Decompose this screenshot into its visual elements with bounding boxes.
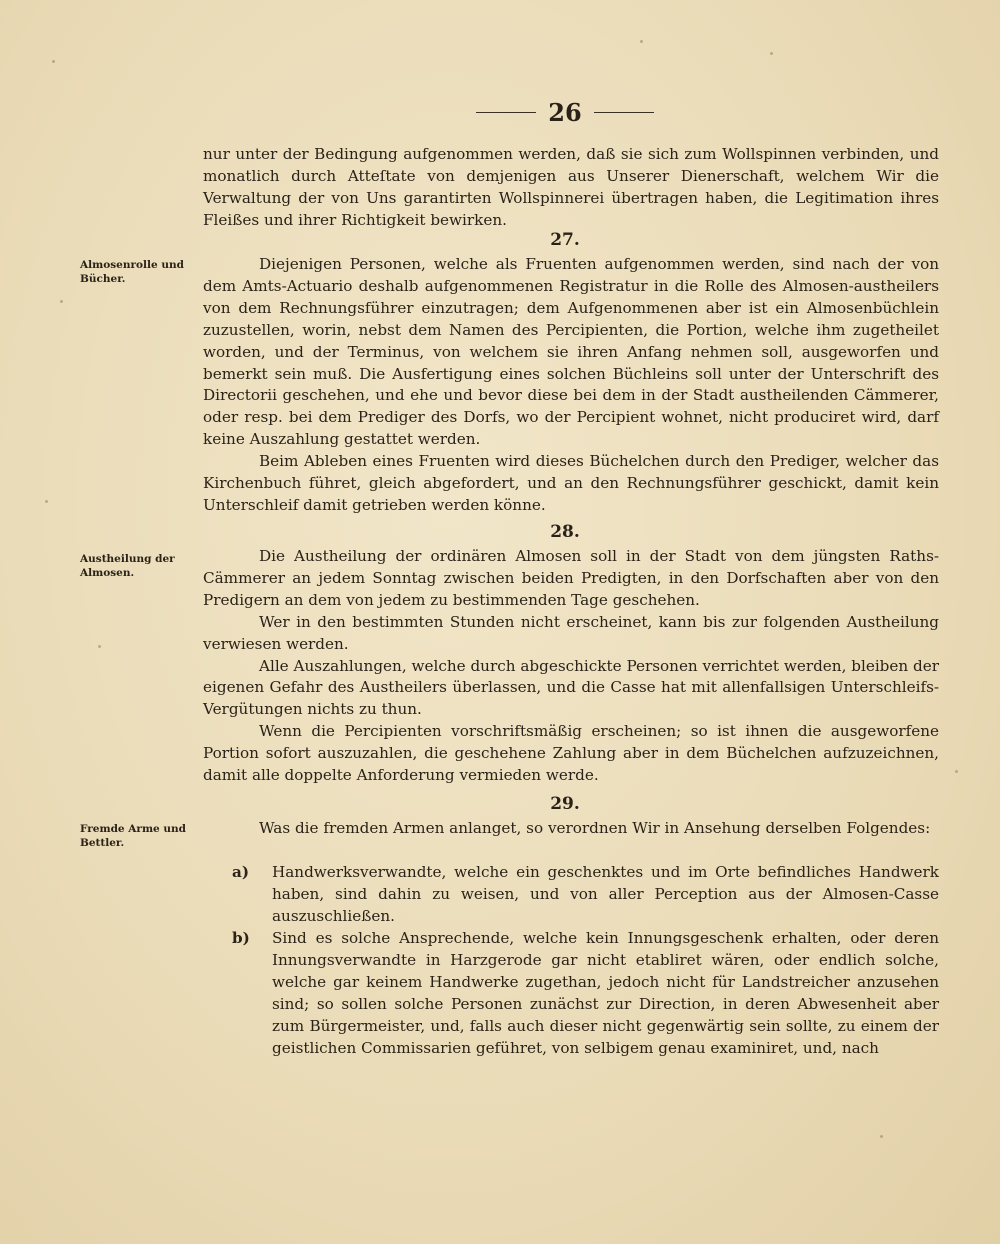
page-header — [440, 98, 690, 127]
intro-block — [203, 144, 939, 232]
paper-speck — [45, 500, 48, 503]
section-heading-27: 27. — [550, 230, 580, 250]
paper-speck — [640, 40, 643, 43]
paragraph-28b: Wer in den bestimmten Stunden nicht erscheinet, kann bis zur folgenden Austheilung verwiesen werden. — [203, 612, 939, 653]
margin-note-29: Fremde Arme und Bettler. — [80, 823, 187, 849]
paper-speck — [955, 770, 958, 773]
section-28-body — [203, 546, 939, 787]
paragraph-28d: Wenn die Percipienten vorschriftsmäßig erscheinen; so ist ihnen die ausgeworfene Portion sofort auszuzahlen, die geschehene Zahlung aber in dem Büchelchen aufzuzeichnen, damit alle doppelte Anforderung vermieden werde. — [203, 722, 939, 785]
paragraph-intro: nur unter der Bedingung aufgenommen werden, daß sie sich zum Wollspinnen verbinden, und monatlich durch Atteſtate von demjenigen aus Unserer Dienerschaft, welchem Wir die Verwaltung der von Uns garantirten Wollspinnerei übertragen haben, die Legitimation ihres Fleißes und ihrer Richtigkeit bewirken. — [203, 145, 939, 229]
list-item-label: b) — [232, 929, 250, 947]
list-item-label: a) — [232, 863, 250, 881]
paragraph-27a: Diejenigen Personen, welche als Fruenten aufgenommen werden, sind nach der von dem Amts-Actuario deshalb aufgenommenen Registratur in die Rolle des Almosen-austheilers von dem Rechnungsführer einzutragen; dem Aufgenommenen aber ist ein Almosenbüchlein zuzustellen, worin, nebst dem Namen des Percipienten, die Portion, welche ihm zugetheilet worden, und der Terminus, von welchem sie ihren Anfang nehmen soll, ausgeworfen und bemerkt sein muß. Die Ausfertigung eines solchen Büchleins soll unter der Unterschrift des Directorii geschehen, und ehe und bevor diese bei dem in der Stadt austheilenden Cämmerer, oder resp. bei dem Prediger des Dorfs, wo der Percipient wohnet, nicht produciret wird, darf keine Auszahlung gestattet werden. — [203, 255, 939, 449]
margin-note-28: Austheilung der Almosen. — [80, 553, 175, 579]
paragraph-28c: Alle Auszahlungen, welche durch abgeschickte Personen verrichtet werden, bleiben der eigenen Gefahr des Austheilers überlassen, und die Casse hat mit allenfallsigen Unterschleifs-Vergütungen nichts zu thun. — [203, 656, 939, 719]
paper-speck — [60, 300, 63, 303]
paper-speck — [880, 1135, 883, 1138]
section-heading-29: 29. — [550, 794, 580, 814]
header-rule-right — [594, 112, 654, 113]
paper-speck — [98, 645, 101, 648]
margin-note-27: Almosenrolle und Bücher. — [80, 259, 184, 285]
paper-speck — [52, 60, 55, 63]
list-item-text: Handwerksverwandte, welche ein geschenktes und im Orte befindliches Handwerk haben, sind dahin zu weisen, und von aller Perception aus der Almosen-Casse auszuschließen. — [272, 863, 939, 925]
paper-speck — [770, 52, 773, 55]
page-number: 26 — [548, 98, 582, 127]
list-item-a — [232, 862, 939, 928]
header-rule-left — [476, 112, 536, 113]
paragraph-27b: Beim Ableben eines Fruenten wird dieses Büchelchen durch den Prediger, welcher das Kirchenbuch führet, gleich abgefordert, und an den Rechnungsführer geschickt, damit kein Unterschleif damit getrieben werden könne. — [203, 452, 939, 514]
section-27-body — [203, 254, 939, 517]
section-29-body — [203, 818, 939, 840]
paragraph-29: Was die fremden Armen anlanget, so verordnen Wir in Ansehung derselben Folgendes: — [259, 819, 931, 837]
paragraph-28a: Die Austheilung der ordinären Almosen soll in der Stadt von dem jüngsten Raths-Cämmerer an jedem Sonntag zwischen beiden Predigten, in den Dorfschaften aber von den Predigern an dem von jedem zu bestimmenden Tage geschehen. — [203, 547, 939, 609]
section-heading-28: 28. — [550, 522, 580, 542]
list-item-b — [232, 928, 939, 1059]
list-item-text: Sind es solche Ansprechende, welche kein Innungsgeschenk erhalten, oder deren Innungsverwandte in Harzgerode gar nicht etabliret wären, oder endlich solche, welche gar keinem Handwerke zugethan, jedoch nicht für Landstreicher anzusehen sind; so sollen solche Personen zunächst zur Direction, in deren Abwesenheit aber zum Bürgermeister, und, falls auch dieser nicht gegenwärtig sein sollte, zu einem der geistlichen Commissarien geführet, von selbigem genau examiniret, und, nach — [272, 929, 939, 1057]
